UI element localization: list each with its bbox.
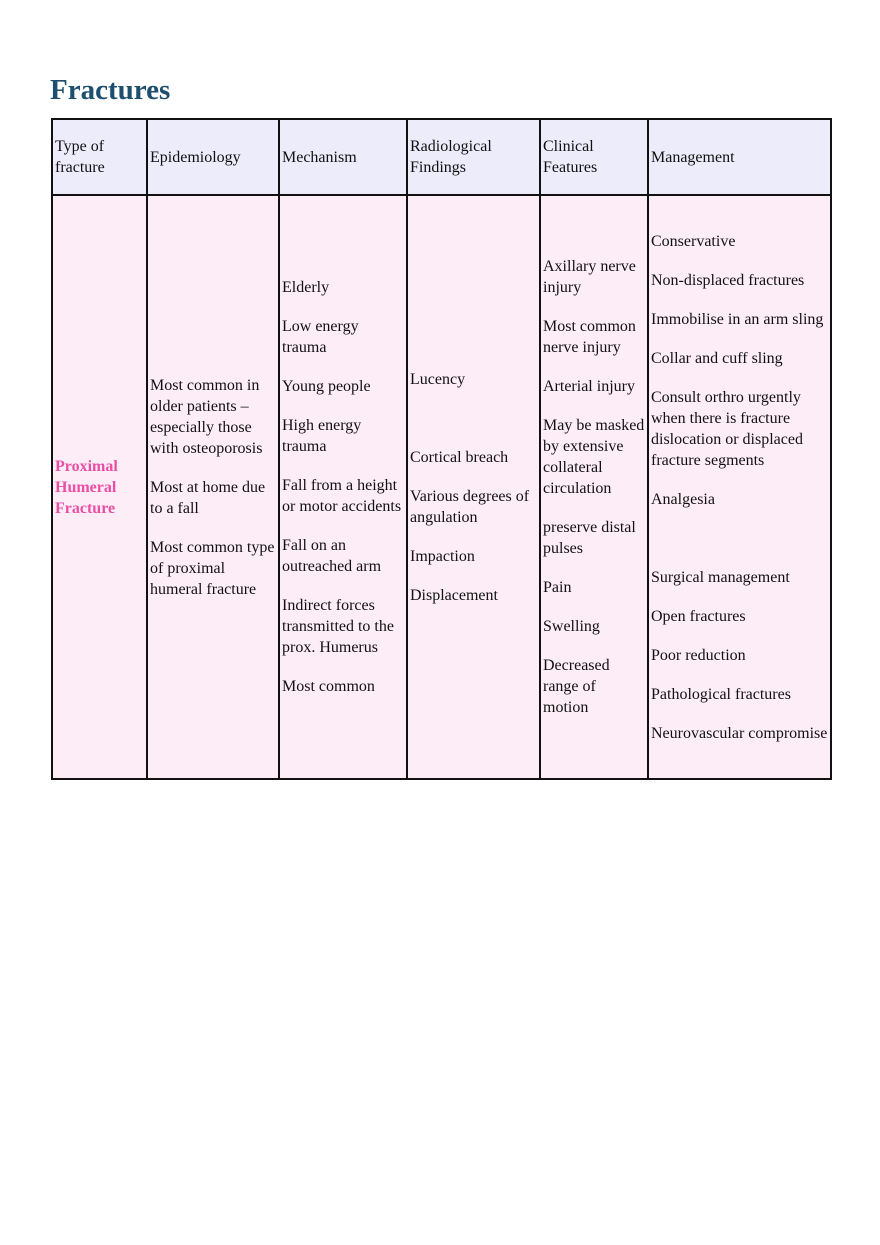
- management-item: Open fractures: [651, 607, 746, 625]
- management-item: Analgesia: [651, 490, 715, 508]
- clinical-item: Most common nerve injury: [543, 318, 636, 356]
- management-item: Surgical management: [651, 568, 790, 586]
- epidemiology-item: Most common in older patients – especially those with osteoporosis: [150, 376, 263, 457]
- mechanism-item: Fall on an outreached arm: [282, 537, 382, 575]
- mechanism-item: Elderly: [282, 279, 330, 296]
- clinical-item: Swelling: [543, 618, 600, 635]
- clinical-item: May be masked by extensive collateral circulation: [543, 417, 645, 497]
- radiological-item: Various degrees of angulation: [410, 487, 530, 526]
- clinical-item: preserve distal pulses: [543, 519, 636, 557]
- radiological-spacer: [410, 408, 537, 447]
- header-epidemiology: Epidemiology: [147, 119, 279, 195]
- fractures-table: [51, 118, 832, 780]
- mechanism-item: Most common: [282, 678, 375, 695]
- epidemiology-item: Most at home due to a fall: [150, 478, 266, 517]
- management-item: Poor reduction: [651, 646, 746, 664]
- header-management: Management: [648, 119, 831, 195]
- cell-epidemiology: [147, 195, 279, 779]
- radiological-item: Displacement: [410, 586, 498, 604]
- mechanism-item: Low energy trauma: [282, 318, 359, 356]
- header-radiological-findings: Radiological Findings: [407, 119, 540, 195]
- table-header-row: [52, 119, 831, 195]
- cell-management: [648, 195, 831, 779]
- clinical-item: Decreased range of motion: [543, 657, 610, 716]
- cell-clinical-features: [540, 195, 648, 779]
- header-clinical-features: Clinical Features: [540, 119, 648, 195]
- management-item: Pathological fractures: [651, 685, 791, 703]
- management-item: Conservative: [651, 232, 736, 250]
- mechanism-item: Indirect forces transmitted to the prox. Humerus: [282, 597, 394, 656]
- cell-fracture-type: [52, 195, 147, 779]
- header-type-of-fracture: Type of fracture: [52, 119, 147, 195]
- management-item: Immobilise in an arm sling: [651, 310, 824, 328]
- mechanism-item: Fall from a height or motor accidents: [282, 477, 402, 515]
- management-item: Non-displaced fractures: [651, 271, 805, 289]
- management-item: Neurovascular compromise: [651, 724, 828, 742]
- clinical-item: Pain: [543, 579, 572, 596]
- header-mechanism: Mechanism: [279, 119, 407, 195]
- radiological-item: Cortical breach: [410, 448, 509, 466]
- management-spacer: [651, 528, 828, 567]
- page-title: Fractures: [50, 74, 171, 106]
- table-row: [52, 195, 831, 779]
- mechanism-item: High energy trauma: [282, 417, 362, 455]
- clinical-item: Arterial injury: [543, 378, 635, 395]
- management-item: Collar and cuff sling: [651, 349, 783, 367]
- radiological-item: Lucency: [410, 370, 466, 388]
- fracture-type-label: Proximal Humeral Fracture: [55, 457, 118, 517]
- clinical-item: Axillary nerve injury: [543, 258, 636, 296]
- cell-radiological-findings: [407, 195, 540, 779]
- epidemiology-item: Most common type of proximal humeral fracture: [150, 538, 275, 598]
- mechanism-item: Young people: [282, 378, 371, 395]
- cell-mechanism: [279, 195, 407, 779]
- radiological-item: Impaction: [410, 547, 475, 565]
- management-item: Consult orthro urgently when there is fracture dislocation or displaced fracture segments: [651, 388, 803, 469]
